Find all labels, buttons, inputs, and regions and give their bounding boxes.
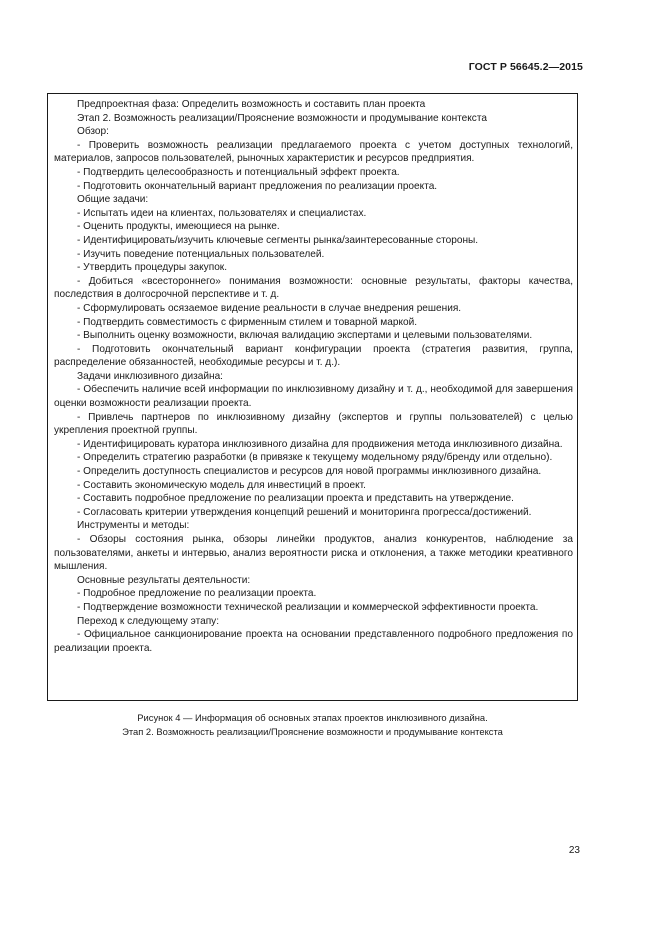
list-item: - Подтверждение возможности технической реализации и коммерческой эффективности проекта. bbox=[77, 601, 539, 613]
document-code: ГОСТ Р 56645.2—2015 bbox=[468, 61, 583, 73]
list-item: - Обеспечить наличие всей информации по инклюзивному дизайну и т. д., необходимой для завершения оценки возможности реализации проекта. bbox=[54, 384, 573, 410]
section-heading-transition: Переход к следующему этапу: bbox=[77, 615, 220, 627]
list-item: - Утвердить процедуры закупок. bbox=[77, 262, 228, 274]
list-item: - Изучить поведение потенциальных пользователей. bbox=[77, 248, 325, 260]
list-item: - Официальное санкционирование проекта на основании представленного подробного предложения по реализации проекта. bbox=[54, 629, 573, 654]
list-item: - Согласовать критерии утверждения концепций решений и мониторинга прогресса/достижений. bbox=[77, 506, 532, 518]
caption-line-1: Рисунок 4 — Информация об основных этапах проектов инклюзивного дизайна. bbox=[137, 712, 488, 723]
list-item: - Добиться «всестороннего» понимания возможности: основные результаты, факторы качества, последствия в долгосрочной перспективе и т. д. bbox=[54, 275, 573, 301]
list-item: - Подтвердить целесообразность и потенциальный эффект проекта. bbox=[77, 166, 400, 178]
phase-title: Предпроектная фаза: Определить возможность и составить план проекта bbox=[77, 99, 426, 110]
list-item: - Составить подробное предложение по реализации проекта и представить на утверждение. bbox=[77, 493, 514, 505]
list-item: - Подготовить окончательный вариант конфигурации проекта (стратегия развития, группа, распределение обязанностей, необходимые ресурсы и т. д.). bbox=[54, 343, 573, 369]
list-item: - Идентифицировать/изучить ключевые сегменты рынка/заинтересованные стороны. bbox=[77, 234, 479, 246]
list-item: - Составить экономическую модель для инвестиций в проект. bbox=[77, 479, 366, 491]
section-heading-general-tasks: Общие задачи: bbox=[77, 194, 149, 206]
list-item: - Подробное предложение по реализации проекта. bbox=[77, 588, 317, 600]
list-item: - Испытать идеи на клиентах, пользователях и специалистах. bbox=[77, 207, 367, 219]
list-item: - Определить доступность специалистов и ресурсов для новой программы инклюзивного дизайна. bbox=[77, 466, 542, 478]
list-item: - Подтвердить совместимость с фирменным стилем и товарной маркой. bbox=[77, 316, 418, 328]
list-item: - Определить стратегию разработки (в привязке к текущему модельному ряду/бренду или отдельно). bbox=[77, 452, 553, 464]
list-item: - Выполнить оценку возможности, включая валидацию экспертами и целевыми пользователями. bbox=[77, 330, 533, 342]
page-number: 23 bbox=[568, 845, 580, 856]
stage-title: Этап 2. Возможность реализации/Прояснение возможности и продумывание контекста bbox=[77, 112, 487, 124]
list-item: - Обзоры состояния рынка, обзоры линейки продуктов, анализ конкурентов, наблюдение за пользователями, анкеты и интервью, анализ вероятности риска и отклонения, а также методики креативного мышления. bbox=[54, 534, 573, 573]
list-item: - Привлечь партнеров по инклюзивному дизайну (экспертов и группы пользователей) с целью укрепления проектной группы. bbox=[54, 411, 573, 437]
section-heading-overview: Обзор: bbox=[77, 126, 109, 138]
list-item: - Оценить продукты, имеющиеся на рынке. bbox=[77, 221, 280, 233]
section-heading-results: Основные результаты деятельности: bbox=[77, 574, 251, 586]
list-item: - Идентифицировать куратора инклюзивного дизайна для продвижения метода инклюзивного дизайна. bbox=[77, 438, 563, 450]
list-item: - Проверить возможность реализации предлагаемого проекта с учетом доступных технологий, материалов, запросов пользователей, рыночных характеристик и ресурсов предприятия. bbox=[54, 139, 573, 165]
section-heading-inclusive-tasks: Задачи инклюзивного дизайна: bbox=[77, 370, 223, 382]
section-heading-tools: Инструменты и методы: bbox=[77, 520, 190, 532]
figure-caption bbox=[47, 711, 578, 738]
list-item: - Подготовить окончательный вариант предложения по реализации проекта. bbox=[77, 180, 438, 192]
figure-frame bbox=[47, 93, 578, 701]
caption-line-2: Этап 2. Возможность реализации/Прояснение возможности и продумывание контекста bbox=[122, 725, 503, 737]
list-item: - Сформулировать осязаемое видение реальности в случае внедрения решения. bbox=[77, 302, 462, 314]
